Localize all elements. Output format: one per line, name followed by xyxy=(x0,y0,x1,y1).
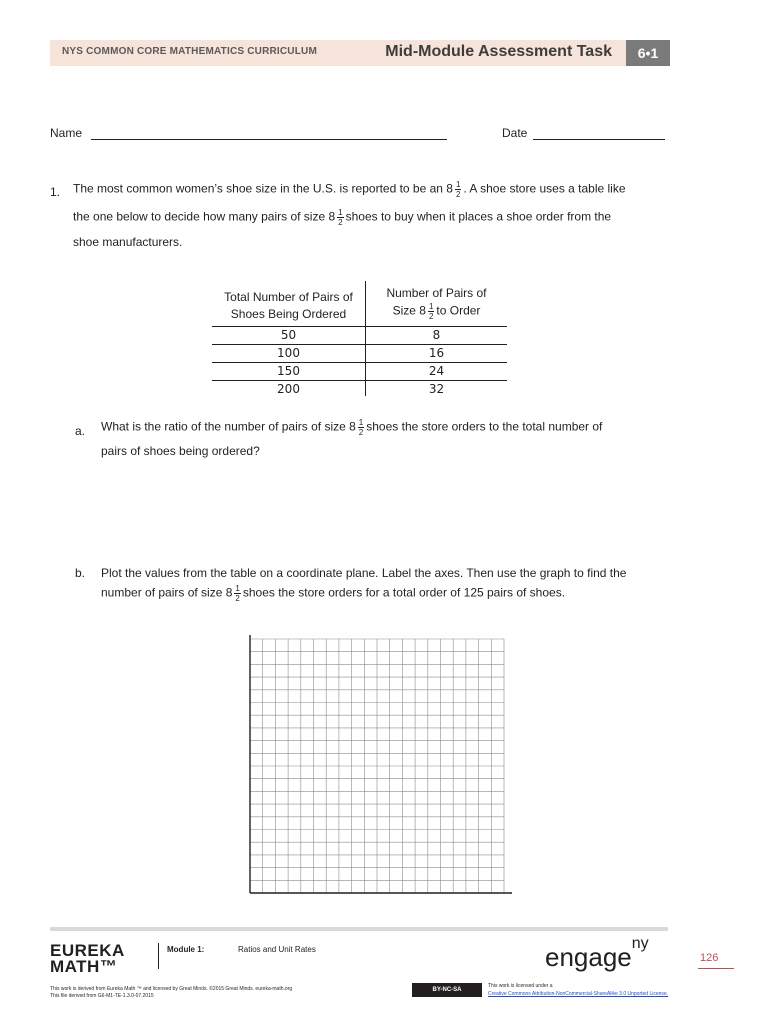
name-line[interactable] xyxy=(91,139,447,140)
coordinate-grid[interactable] xyxy=(248,635,518,905)
license-link[interactable]: Creative Commons Attribution-NonCommercial-ShareAlike 3.0 Unported License. xyxy=(488,991,669,997)
logo-text: MATH™ xyxy=(50,957,118,976)
column-header-size8 xyxy=(366,285,507,321)
part-b-label: b. xyxy=(75,566,86,580)
header-text: Total Number of Pairs of xyxy=(224,290,353,304)
fraction-one-half xyxy=(234,584,240,603)
size8-cell: 32 xyxy=(428,382,445,396)
date-line[interactable] xyxy=(533,139,665,140)
question-text: . A shoe store uses a table like xyxy=(463,181,626,196)
table-header-row xyxy=(212,281,507,327)
module-label: Module 1: xyxy=(167,945,205,954)
question-text: What is the ratio of the number of pairs of size 8 xyxy=(101,419,356,434)
grade-module-badge: 6•1 xyxy=(626,40,670,66)
fraction-denominator: 2 xyxy=(338,218,343,227)
fraction-numerator: 1 xyxy=(358,418,364,427)
header-text: Size 8 xyxy=(392,303,426,318)
header-text: Shoes Being Ordered xyxy=(230,307,347,321)
fraction-denominator: 2 xyxy=(455,190,461,199)
size8-cell: 24 xyxy=(428,364,445,378)
fraction-denominator: 2 xyxy=(235,594,240,603)
date-label: Date xyxy=(502,126,528,140)
question-number: 1. xyxy=(50,185,61,199)
assessment-title: Mid-Module Assessment Task xyxy=(385,43,612,60)
copyright-text: This work is derived from Eureka Math ™ and licensed by Great Minds. ©2015 Great Minds. eureka-math.org xyxy=(50,986,293,992)
fraction-one-half xyxy=(428,302,434,321)
part-b-line-1: Plot the values from the table on a coordinate plane. Label the axes. Then use the graph to find the xyxy=(101,566,627,580)
curriculum-label: NYS COMMON CORE MATHEMATICS CURRICULUM xyxy=(62,46,317,57)
footer-divider xyxy=(50,927,668,931)
page-header xyxy=(50,40,670,66)
table-row xyxy=(212,327,507,345)
total-cell: 100 xyxy=(277,346,300,360)
total-cell: 150 xyxy=(277,364,300,378)
question-text: shoes to buy when it places a shoe order from the xyxy=(345,209,612,224)
part-a-line-1 xyxy=(101,418,681,437)
fraction-one-half xyxy=(358,418,364,437)
part-a-line-2: pairs of shoes being ordered? xyxy=(101,444,260,458)
size8-cell: 16 xyxy=(428,346,445,360)
total-cell: 50 xyxy=(280,328,297,342)
size8-cell: 8 xyxy=(432,328,441,342)
question-text: the one below to decide how many pairs of size 8 xyxy=(73,209,336,224)
fraction-numerator: 1 xyxy=(338,208,343,217)
fraction-denominator: 2 xyxy=(428,312,434,321)
part-b-line-2 xyxy=(101,584,701,603)
question-text: shoes the store orders for a total order of 125 pairs of shoes. xyxy=(242,585,566,600)
page-number: 126 xyxy=(700,952,719,964)
part-a-label: a. xyxy=(75,424,86,438)
fraction-numerator: 1 xyxy=(455,180,461,189)
fraction-one-half xyxy=(455,180,461,199)
license-text: This work is licensed under a xyxy=(488,983,553,989)
question-line-1 xyxy=(73,180,673,199)
eureka-math-logo xyxy=(50,943,125,975)
total-cell: 200 xyxy=(277,382,300,396)
header-text: Number of Pairs of xyxy=(386,286,487,300)
logo-text: ny xyxy=(631,935,649,953)
table-row xyxy=(212,363,507,381)
cc-license-badge: BY-NC-SA xyxy=(412,983,482,997)
column-header-total xyxy=(212,289,365,323)
footer-separator xyxy=(158,943,159,969)
engageny-logo xyxy=(545,935,649,973)
fraction-numerator: 1 xyxy=(428,302,434,311)
module-name: Ratios and Unit Rates xyxy=(238,945,316,954)
logo-text: EUREKA xyxy=(50,941,125,960)
table-row xyxy=(212,381,507,398)
shoe-order-table xyxy=(212,281,507,398)
question-text: shoes the store orders to the total number of xyxy=(366,419,603,434)
question-line-2 xyxy=(73,208,673,227)
page-number-underline xyxy=(698,968,734,969)
name-label: Name xyxy=(50,126,83,140)
question-text: number of pairs of size 8 xyxy=(101,585,233,600)
fraction-numerator: 1 xyxy=(235,584,240,593)
question-line-3: shoe manufacturers. xyxy=(73,235,183,249)
fraction-denominator: 2 xyxy=(358,428,364,437)
logo-text: engage xyxy=(545,942,632,972)
file-info-text: This file derived from G6-M1-TE-1.3.0-07.2015 xyxy=(50,993,154,999)
header-text: to Order xyxy=(436,303,481,318)
table-row xyxy=(212,345,507,363)
fraction-one-half xyxy=(337,208,343,227)
question-text: The most common women’s shoe size in the U.S. is reported to be an 8 xyxy=(73,181,453,196)
